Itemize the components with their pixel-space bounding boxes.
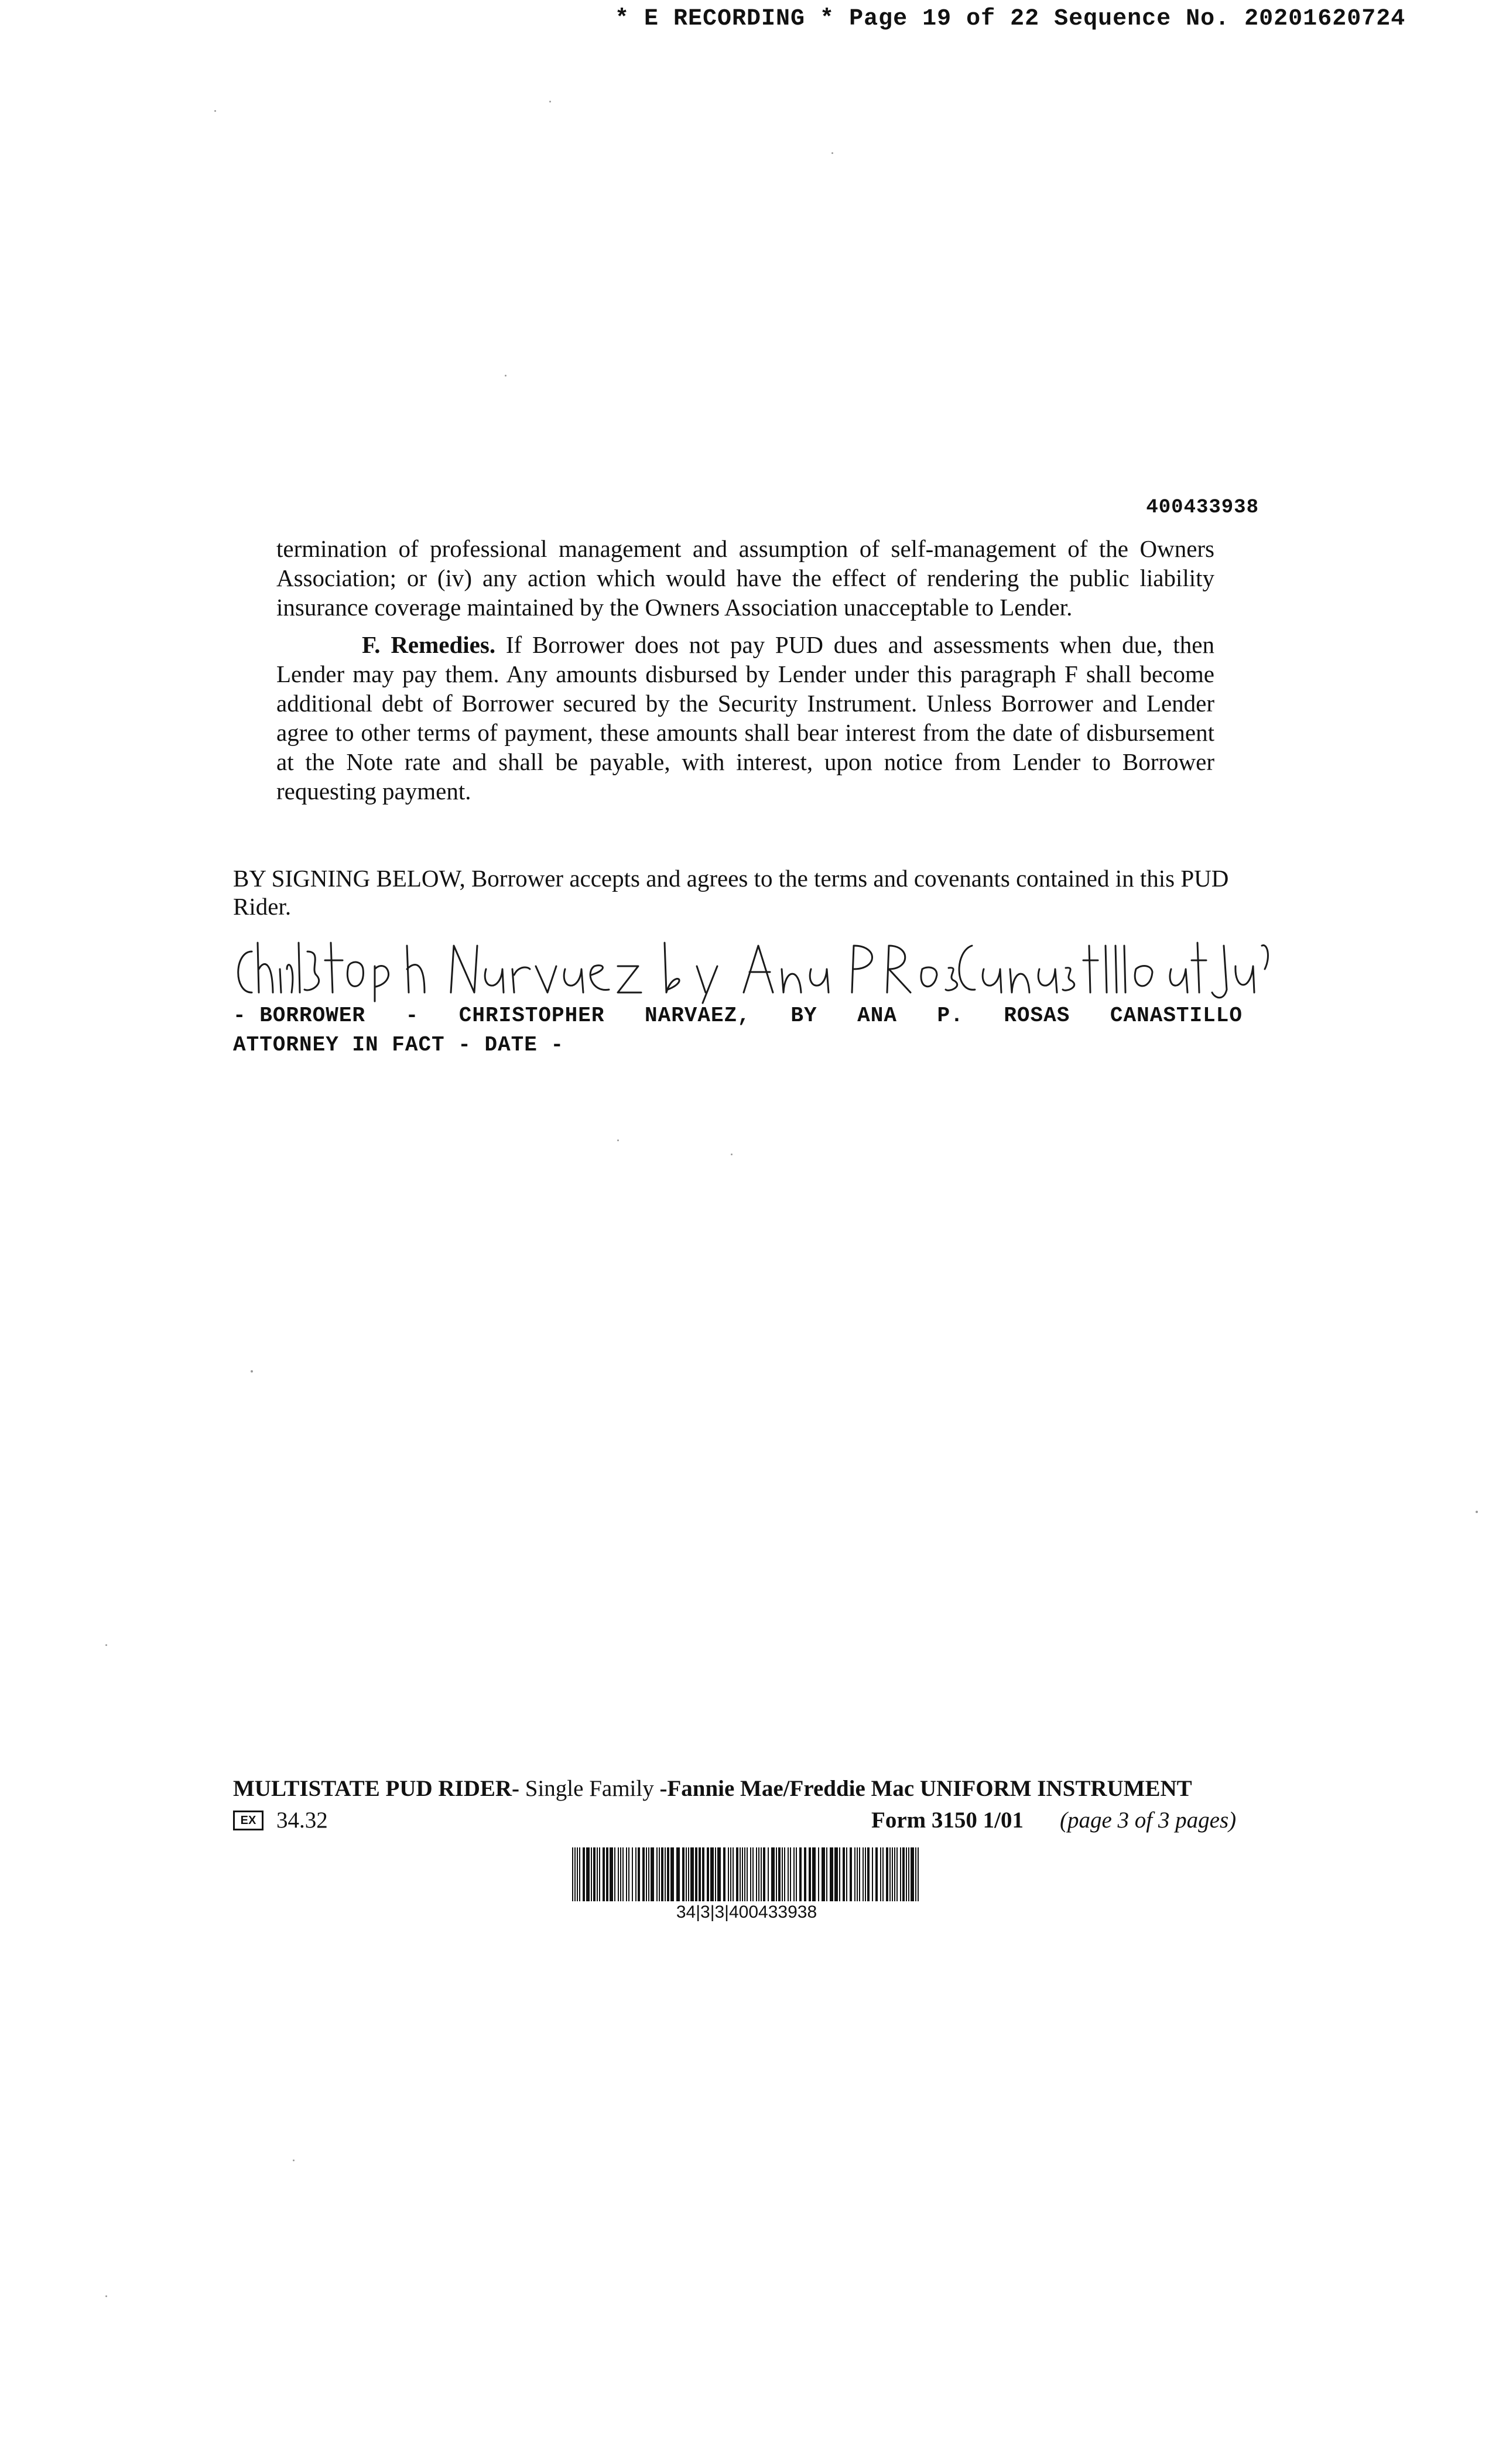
barcode-bar xyxy=(818,1847,819,1901)
barcode-bar xyxy=(591,1847,592,1901)
scan-speck xyxy=(1476,1511,1478,1513)
barcode-bar xyxy=(593,1847,596,1901)
attorney-surname-1: ROSAS xyxy=(1004,1004,1070,1028)
barcode-bar xyxy=(670,1847,674,1901)
barcode-bar xyxy=(908,1847,909,1901)
barcode-bar xyxy=(882,1847,884,1901)
barcode-bar xyxy=(606,1847,608,1901)
form-code xyxy=(233,1807,328,1833)
scan-speck xyxy=(731,1154,733,1155)
borrower-first-name: CHRISTOPHER xyxy=(458,1004,605,1028)
barcode-bar xyxy=(768,1847,769,1901)
barcode-bar xyxy=(656,1847,658,1901)
handwritten-signature xyxy=(228,934,1271,1004)
scan-speck xyxy=(251,1370,253,1373)
barcode-bar xyxy=(812,1847,816,1901)
form-title-part-3: -Fannie Mae/Freddie Mac UNIFORM INSTRUMENT xyxy=(659,1776,1192,1801)
signature-drawing xyxy=(228,934,1271,1004)
paragraph-termination xyxy=(276,534,1214,622)
barcode-bar xyxy=(620,1847,621,1901)
barcode-bar xyxy=(744,1847,745,1901)
barcode-bar xyxy=(603,1847,605,1901)
barcode-bar xyxy=(635,1847,636,1901)
barcode-bar xyxy=(699,1847,701,1901)
barcode-icon xyxy=(571,1847,922,1901)
barcode-bar xyxy=(804,1847,806,1901)
barcode-bar xyxy=(747,1847,748,1901)
barcode-bar xyxy=(889,1847,891,1901)
barcode-bar xyxy=(632,1847,633,1901)
barcode-bar xyxy=(892,1847,893,1901)
attorney-surname-2: CANASTILLO xyxy=(1110,1004,1243,1028)
paragraph-remedies-body xyxy=(276,630,1214,806)
barcode-bar xyxy=(872,1847,873,1901)
barcode-bar xyxy=(638,1847,640,1901)
barcode-bar xyxy=(742,1847,743,1901)
barcode-bar xyxy=(796,1847,797,1901)
barcode-bar xyxy=(572,1847,573,1901)
form-number: Form 3150 1/01 xyxy=(871,1808,1024,1833)
barcode-bar xyxy=(763,1847,765,1901)
barcode-bar xyxy=(896,1847,898,1901)
by-word: BY xyxy=(790,1004,817,1028)
remedies-text: If Borrower does not pay PUD dues and assessments when due, then Lender may pay them. Any amounts disbursed by Lender under this paragraph F shall become additional debt of Borrower secured by the Security Instrument. Unless Borrower and Lender agree to other terms of payment, these amounts shall bear interest from the date of disbursement at the Note rate and shall be payable, with interest, upon notice from Lender to Borrower requesting payment. xyxy=(276,631,1214,805)
barcode-bar xyxy=(790,1847,791,1901)
barcode-bar xyxy=(867,1847,870,1901)
barcode-bar xyxy=(642,1847,645,1901)
barcode-bar xyxy=(710,1847,714,1901)
barcode-bar xyxy=(863,1847,864,1901)
barcode-bar xyxy=(661,1847,663,1901)
barcode-bar xyxy=(628,1847,629,1901)
barcode-bar xyxy=(579,1847,580,1901)
barcode-bars xyxy=(571,1847,922,1901)
barcode-bar xyxy=(667,1847,669,1901)
signing-statement: BY SIGNING BELOW, Borrower accepts and agrees to the terms and covenants contained in this PUD Rider. xyxy=(233,865,1229,920)
barcode-bar xyxy=(778,1847,781,1901)
scan-speck xyxy=(549,101,551,102)
form-title-part-2: Single Family xyxy=(519,1776,660,1801)
barcode-bar xyxy=(676,1847,680,1901)
barcode-bar xyxy=(788,1847,789,1901)
barcode-bar xyxy=(728,1847,729,1901)
barcode-bar xyxy=(583,1847,585,1901)
barcode-bar xyxy=(597,1847,598,1901)
barcode-bar xyxy=(618,1847,619,1901)
scan-speck xyxy=(831,152,833,154)
barcode-bar xyxy=(756,1847,757,1901)
scan-speck xyxy=(617,1139,619,1141)
barcode-bar xyxy=(723,1847,725,1901)
barcode-bar xyxy=(830,1847,833,1901)
barcode-bar xyxy=(574,1847,576,1901)
attorney-date-line: ATTORNEY IN FACT - DATE - xyxy=(233,1033,564,1057)
barcode-bar xyxy=(880,1847,881,1901)
barcode-bar xyxy=(782,1847,783,1901)
ex-logo-icon: EX xyxy=(233,1811,263,1830)
barcode-bar xyxy=(761,1847,762,1901)
scan-speck xyxy=(105,2295,107,2297)
barcode-bar xyxy=(900,1847,901,1901)
barcode-bar xyxy=(688,1847,689,1901)
barcode-bar xyxy=(577,1847,578,1901)
barcode-bar xyxy=(707,1847,709,1901)
barcode-bar xyxy=(857,1847,858,1901)
form-title-part-1: MULTISTATE PUD RIDER- xyxy=(233,1776,520,1801)
barcode-bar xyxy=(886,1847,888,1901)
barcode-bar xyxy=(799,1847,802,1901)
barcode-bar xyxy=(651,1847,654,1901)
scan-speck xyxy=(505,375,506,377)
barcode-bar xyxy=(793,1847,795,1901)
barcode-bar xyxy=(730,1847,731,1901)
barcode-number: 34|3|3|400433938 xyxy=(676,1902,817,1922)
barcode-bar xyxy=(626,1847,627,1901)
borrower-last-name: NARVAEZ, xyxy=(644,1004,751,1028)
barcode-bar xyxy=(784,1847,785,1901)
barcode-bar xyxy=(690,1847,694,1901)
barcode-bar xyxy=(646,1847,647,1901)
barcode-bar xyxy=(918,1847,919,1901)
barcode-bar xyxy=(809,1847,811,1901)
barcode-bar xyxy=(715,1847,716,1901)
barcode-bar xyxy=(702,1847,704,1901)
scan-speck xyxy=(214,110,216,112)
borrower-name-line xyxy=(233,1004,1243,1028)
barcode-bar xyxy=(822,1847,825,1901)
barcode-bar xyxy=(752,1847,754,1901)
barcode-bar xyxy=(695,1847,697,1901)
barcode-bar xyxy=(906,1847,907,1901)
attorney-first-name: ANA xyxy=(857,1004,897,1028)
barcode-bar xyxy=(717,1847,721,1901)
remedies-heading: F. Remedies. xyxy=(362,631,496,658)
paragraph-remedies xyxy=(276,630,1214,806)
barcode-bar xyxy=(659,1847,660,1901)
barcode-bar xyxy=(850,1847,852,1901)
barcode-bar xyxy=(843,1847,845,1901)
barcode-bar xyxy=(902,1847,905,1901)
barcode-bar xyxy=(776,1847,777,1901)
form-code-value: 34.32 xyxy=(276,1808,328,1833)
barcode-bar xyxy=(911,1847,914,1901)
barcode-bar xyxy=(665,1847,666,1901)
recording-header: * E RECORDING * Page 19 of 22 Sequence No. 20201620724 xyxy=(615,6,1406,32)
barcode-bar xyxy=(740,1847,741,1901)
barcode-bar xyxy=(846,1847,847,1901)
barcode-bar xyxy=(839,1847,840,1901)
barcode-bar xyxy=(686,1847,687,1901)
barcode-bar xyxy=(733,1847,734,1901)
borrower-label: - BORROWER xyxy=(233,1004,366,1028)
barcode-bar xyxy=(859,1847,860,1901)
attorney-middle-initial: P. xyxy=(937,1004,964,1028)
barcode-bar xyxy=(750,1847,751,1901)
scan-speck xyxy=(105,1644,107,1646)
loan-number: 400433938 xyxy=(1146,497,1259,519)
barcode-bar xyxy=(586,1847,590,1901)
barcode-bar xyxy=(915,1847,916,1901)
barcode-bar xyxy=(614,1847,615,1901)
barcode-bar xyxy=(826,1847,827,1901)
barcode-bar xyxy=(648,1847,649,1901)
barcode-bar xyxy=(834,1847,838,1901)
separator-dash: - xyxy=(405,1004,419,1028)
barcode-bar xyxy=(682,1847,685,1901)
barcode-bar xyxy=(758,1847,759,1901)
barcode-bar xyxy=(610,1847,613,1901)
barcode-bar xyxy=(771,1847,775,1901)
scan-speck xyxy=(293,2160,295,2161)
barcode-bar xyxy=(599,1847,600,1901)
barcode-bar xyxy=(894,1847,895,1901)
page-info: (page 3 of 3 pages) xyxy=(1060,1808,1237,1833)
barcode-bar xyxy=(865,1847,866,1901)
form-title xyxy=(233,1775,1228,1802)
barcode-bar xyxy=(736,1847,738,1901)
barcode-bar xyxy=(622,1847,624,1901)
barcode-bar xyxy=(854,1847,855,1901)
barcode-bar xyxy=(875,1847,878,1901)
paragraph-termination-text: termination of professional management and assumption of self-management of the Owners Association; or (iv) any action which would have the effect of rendering the public liability insurance coverage maintained by the Owners Association unacceptable to Lender. xyxy=(276,535,1214,621)
